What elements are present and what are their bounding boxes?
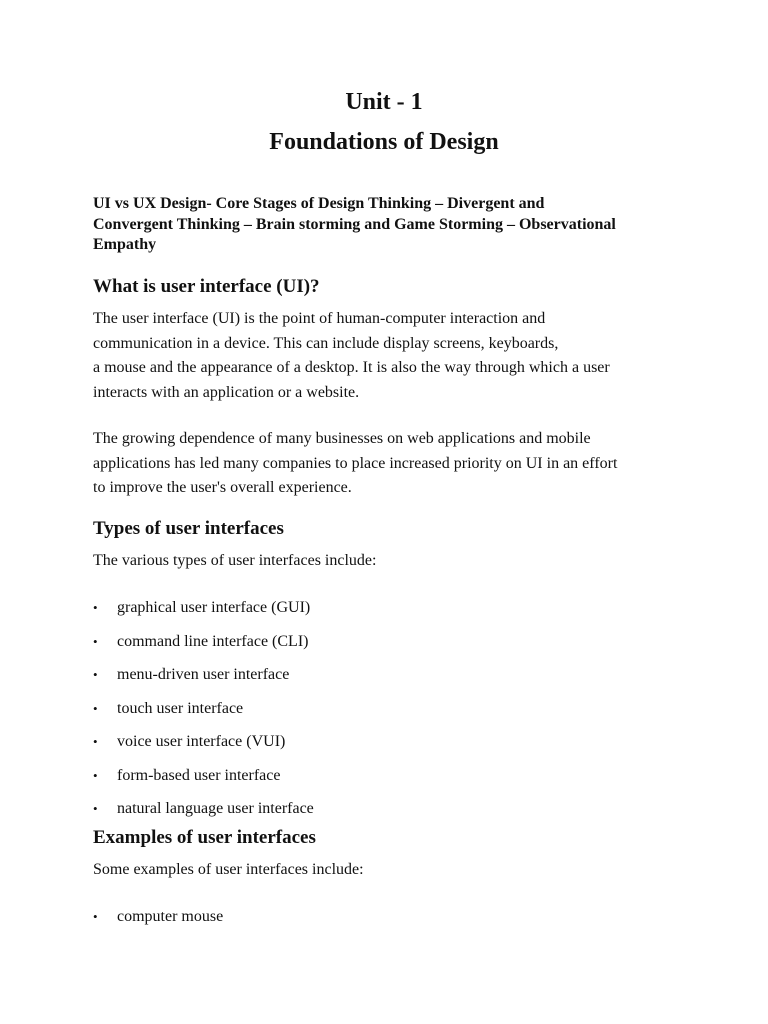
bullet-dot-icon: • (93, 767, 98, 783)
bullet-dot-icon: • (93, 667, 98, 682)
bullet-text: form-based user interface (117, 766, 281, 784)
paragraph-ui-importance (93, 427, 713, 501)
paragraph-line: a mouse and the appearance of a desktop. It is also the way through which a user (93, 359, 610, 376)
heading-examples-of-ui: Examples of user interfaces (93, 827, 316, 848)
heading-what-is-ui: What is user interface (UI)? (93, 276, 320, 297)
bullet-text: touch user interface (117, 699, 244, 717)
bullet-dot-icon: • (93, 700, 98, 716)
examples-intro (93, 858, 713, 883)
bullet-dot-icon: • (93, 633, 98, 649)
heading-types-of-ui: Types of user interfaces (93, 518, 284, 539)
bullet-text: voice user interface (VUI) (117, 733, 286, 750)
topics-line: Convergent Thinking – Brain storming and Game Storming – Observational (93, 215, 616, 233)
paragraph-line: applications has led many companies to place increased priority on UI in an effort (93, 454, 618, 472)
bullet-dot-icon: • (93, 801, 98, 816)
paragraph-line: interacts with an application or a website. (93, 383, 360, 401)
types-intro (93, 549, 713, 574)
topics-summary (93, 194, 693, 256)
paragraph-line: The growing dependence of many businesses on web applications and mobile (93, 430, 591, 447)
bullet-text: computer mouse (117, 908, 224, 925)
bullet-text: command line interface (CLI) (117, 632, 309, 650)
bullet-dot-icon: • (93, 734, 98, 749)
paragraph-line: to improve the user's overall experience. (93, 479, 352, 496)
topics-line: UI vs UX Design- Core Stages of Design Thinking – Divergent and (93, 195, 545, 212)
bullet-text: menu-driven user interface (117, 666, 290, 683)
paragraph-ui-definition (93, 307, 713, 405)
topics-line: Empathy (93, 236, 157, 253)
bullet-text: natural language user interface (117, 800, 314, 817)
paragraph-line: communication in a device. This can include display screens, keyboards, (93, 334, 559, 352)
paragraph-line: The user interface (UI) is the point of human-computer interaction and (93, 310, 546, 327)
document-subtitle: Foundations of Design (269, 129, 499, 155)
paragraph-line: Some examples of user interfaces include: (93, 861, 364, 878)
bullet-dot-icon: • (93, 909, 98, 924)
bullet-dot-icon: • (93, 600, 98, 615)
paragraph-line: The various types of user interfaces include: (93, 552, 377, 569)
unit-title: Unit - 1 (345, 89, 423, 115)
bullet-text: graphical user interface (GUI) (117, 599, 311, 616)
